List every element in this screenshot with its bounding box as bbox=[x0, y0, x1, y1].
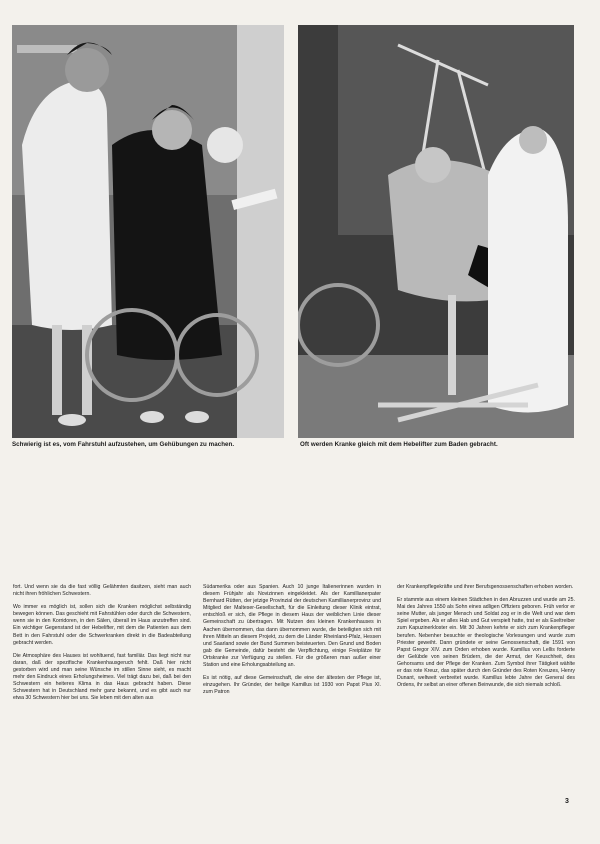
photo-left-image bbox=[12, 25, 284, 438]
paragraph: Es ist nötig, auf diese Gemeinschaft, die eine der ältesten der Pflege ist, einzugehen. Ihr Gründer, der heilige Kamillus ist 1930 von Papst Pius XI. zum Patron bbox=[203, 675, 381, 696]
paragraph: Er stammte aus einem kleinen Städtchen in den Abruzzen und wurde am 25. Mai des Jahres 1550 als Sohn eines adligen Offiziers geboren. Früh verlor er seine Mutter, als junger Mensch und Soldat zog er in die Welt und war dem Spiel ergeben. Als er alles Hab und Gut verspielt hatte, trat er als Eseltreiber zum Kapuzinerkloster ein. Mit 30 Jahren kehrte er sich zum Krankenpfleger berufen. Nebenher besuchte er theologische Vorlesungen und wurde zum Priester geweiht. Dann gründete er seine Genossenschaft, die 1591 von Papst Gregor XIV. zum Orden erhoben wurde. Kamillus von Lellis forderte der Gelübde von seinen Brüdern, die der Armut, der Keuschheit, des Gehorsams und der Pflege der Kranken. Zum Symbol ihrer Tätigkeit wählte er das rote Kreuz, das später durch den Gründer des Roten Kreuzes, Henry Dunant, weltweit verbreitet wurde. Kamillus lebte Jahre der General des Ordens, ihr selbst an einer offenen Beinwunde, die sich niemals schloß. bbox=[397, 597, 575, 689]
text-column-3 bbox=[397, 584, 575, 695]
photo-patient-in-hoist bbox=[298, 25, 574, 438]
paragraph: fort. Und wenn sie da die fast völlig Gelähmten dasitzen, sieht man auch nicht ihren fröhlichen Schwestern. bbox=[13, 584, 191, 598]
page-number: 3 bbox=[565, 798, 569, 805]
paragraph: Wo immer es möglich ist, sollen sich die Kranken möglichst selbständig bewegen können. Das geschieht mit Fahrstühlen oder durch die Schwestern, wenn sie in den Korridoren, in den Sälen, überall im Haus anzutreffen sind. Ein wichtiger Gegenstand ist der Hebelifter, mit dem die Patienten aus dem Bett in den Fahrstuhl oder die Schwerkranken direkt in die Badeabteilung gebracht werden. bbox=[13, 604, 191, 646]
text-column-1 bbox=[13, 584, 191, 708]
photo-patient-standing-from-wheelchair bbox=[12, 25, 284, 438]
paragraph: Südamerika oder aus Spanien. Auch 10 junge Italienerinnen wurden in diesem Frühjahr als Novizinnen eingekleidet. Als der Kamillianerpater Bernhard Rütten, der jetzige Provinzial der deutschen Kamillianerprovinz und Mitglied der Malteser-Gesellschaft, für die Einleitung dieser Klinik eintrat, entschloß er sich, die Pflege in diesem Haus der weiblichen Linie dieser Gemeinschaft zu übertragen. Mit Nutzen des kleinen Krankenhauses in Aachen übernommen, das dann übernommen wurde, die beteiligten sich mit ihren Mitteln an diesem Projekt, zu dem die Länder Rheinland-Pfalz, Hessen und Saarland sowie der Bund Summen beisteuerten. Den Grund und Boden gab die Gemeinde, dafür besteht die Verpflichtung, einige Freiplätze für Ortskranke zur Verfügung zu stellen. Für die größeren man außer einer Station und eine Erholungsabteilung an. bbox=[203, 584, 381, 669]
paragraph: der Krankenpflegekräfte und ihrer Berufsgenossenschaften erhoben worden. bbox=[397, 584, 574, 590]
photo-right-image bbox=[298, 25, 574, 438]
caption-right: Oft werden Kranke gleich mit dem Hebelifter zum Baden gebracht. bbox=[300, 441, 498, 448]
text-column-2 bbox=[203, 584, 381, 702]
caption-left: Schwierig ist es, vom Fahrstuhl aufzustehen, um Gehübungen zu machen. bbox=[12, 441, 235, 448]
paragraph: Die Atmosphäre des Hauses ist wohltuend, fast familiär. Das liegt nicht nur daran, daß der spezifische Krankenhausgeruch fehlt. Daß hier nicht gestorben wird und man seine Wünsche im stillen Sinne sieht, es macht mehr den Eindruck eines Erholungsheimes. Viel trägt dazu bei, daß bei den Schwestern ein heiteres Klima in das Haus gebracht haben. Diese Schwestern hat in Deutschland mehr ganz bekannt, und es gibt auch nur etwa 30 Schwestern hier bei uns. Sie leben mit den alten aus bbox=[13, 652, 191, 702]
